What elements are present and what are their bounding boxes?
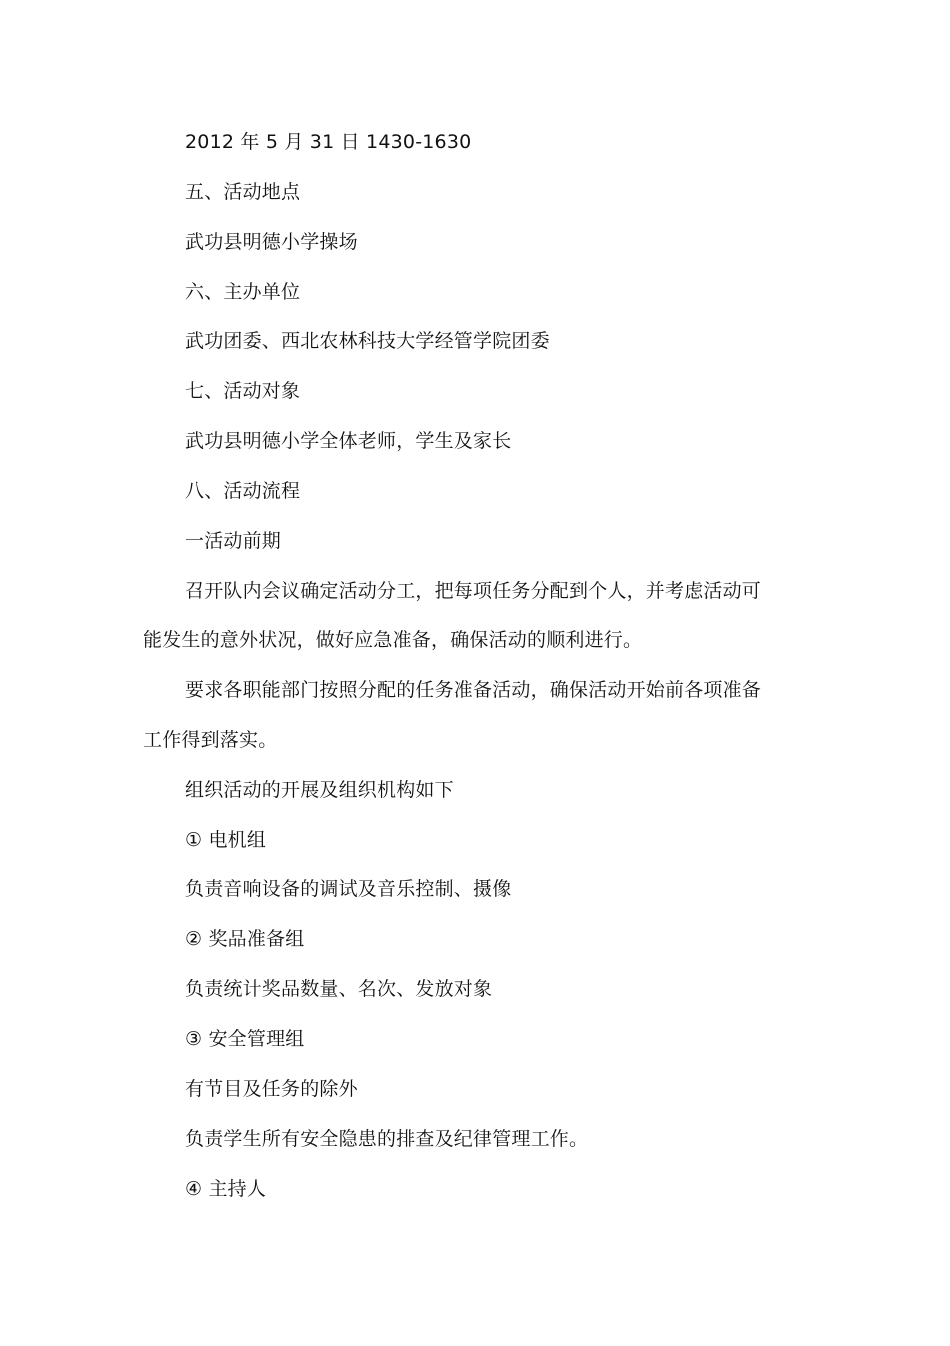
- list-item-text: 负责统计奖品数量、名次、发放对象: [185, 978, 493, 1000]
- paragraph-line: 要求各职能部门按照分配的任务准备活动，确保活动开始前各项准备: [185, 679, 762, 701]
- section-heading-audience: 七、活动对象: [185, 380, 301, 402]
- list-item-heading: ③ 安全管理组: [185, 1028, 305, 1050]
- date-time-line: 2012 年 5 月 31 日 1430-1630: [185, 131, 472, 153]
- list-item-heading: ① 电机组: [185, 829, 267, 851]
- paragraph-line: 组织活动的开展及组织机构如下: [185, 779, 454, 801]
- audience-text: 武功县明德小学全体老师，学生及家长: [185, 430, 512, 452]
- list-item-text: 负责学生所有安全隐患的排查及纪律管理工作。: [185, 1128, 589, 1150]
- location-text: 武功县明德小学操场: [185, 231, 358, 253]
- subheading-pre-activity: 一活动前期: [185, 530, 282, 552]
- list-item-text: 负责音响设备的调试及音乐控制、摄像: [185, 878, 512, 900]
- section-heading-organizer: 六、主办单位: [185, 281, 301, 303]
- list-item-text: 有节目及任务的除外: [185, 1078, 358, 1100]
- section-heading-location: 五、活动地点: [185, 181, 301, 203]
- list-item-heading: ② 奖品准备组: [185, 928, 305, 950]
- paragraph-line: 工作得到落实。: [143, 729, 278, 751]
- section-heading-process: 八、活动流程: [185, 480, 301, 502]
- organizer-text: 武功团委、西北农林科技大学经管学院团委: [185, 330, 550, 352]
- paragraph-line: 能发生的意外状况，做好应急准备，确保活动的顺利进行。: [143, 629, 643, 651]
- paragraph-line: 召开队内会议确定活动分工，把每项任务分配到个人，并考虑活动可: [185, 580, 762, 602]
- list-item-heading: ④ 主持人: [185, 1178, 267, 1200]
